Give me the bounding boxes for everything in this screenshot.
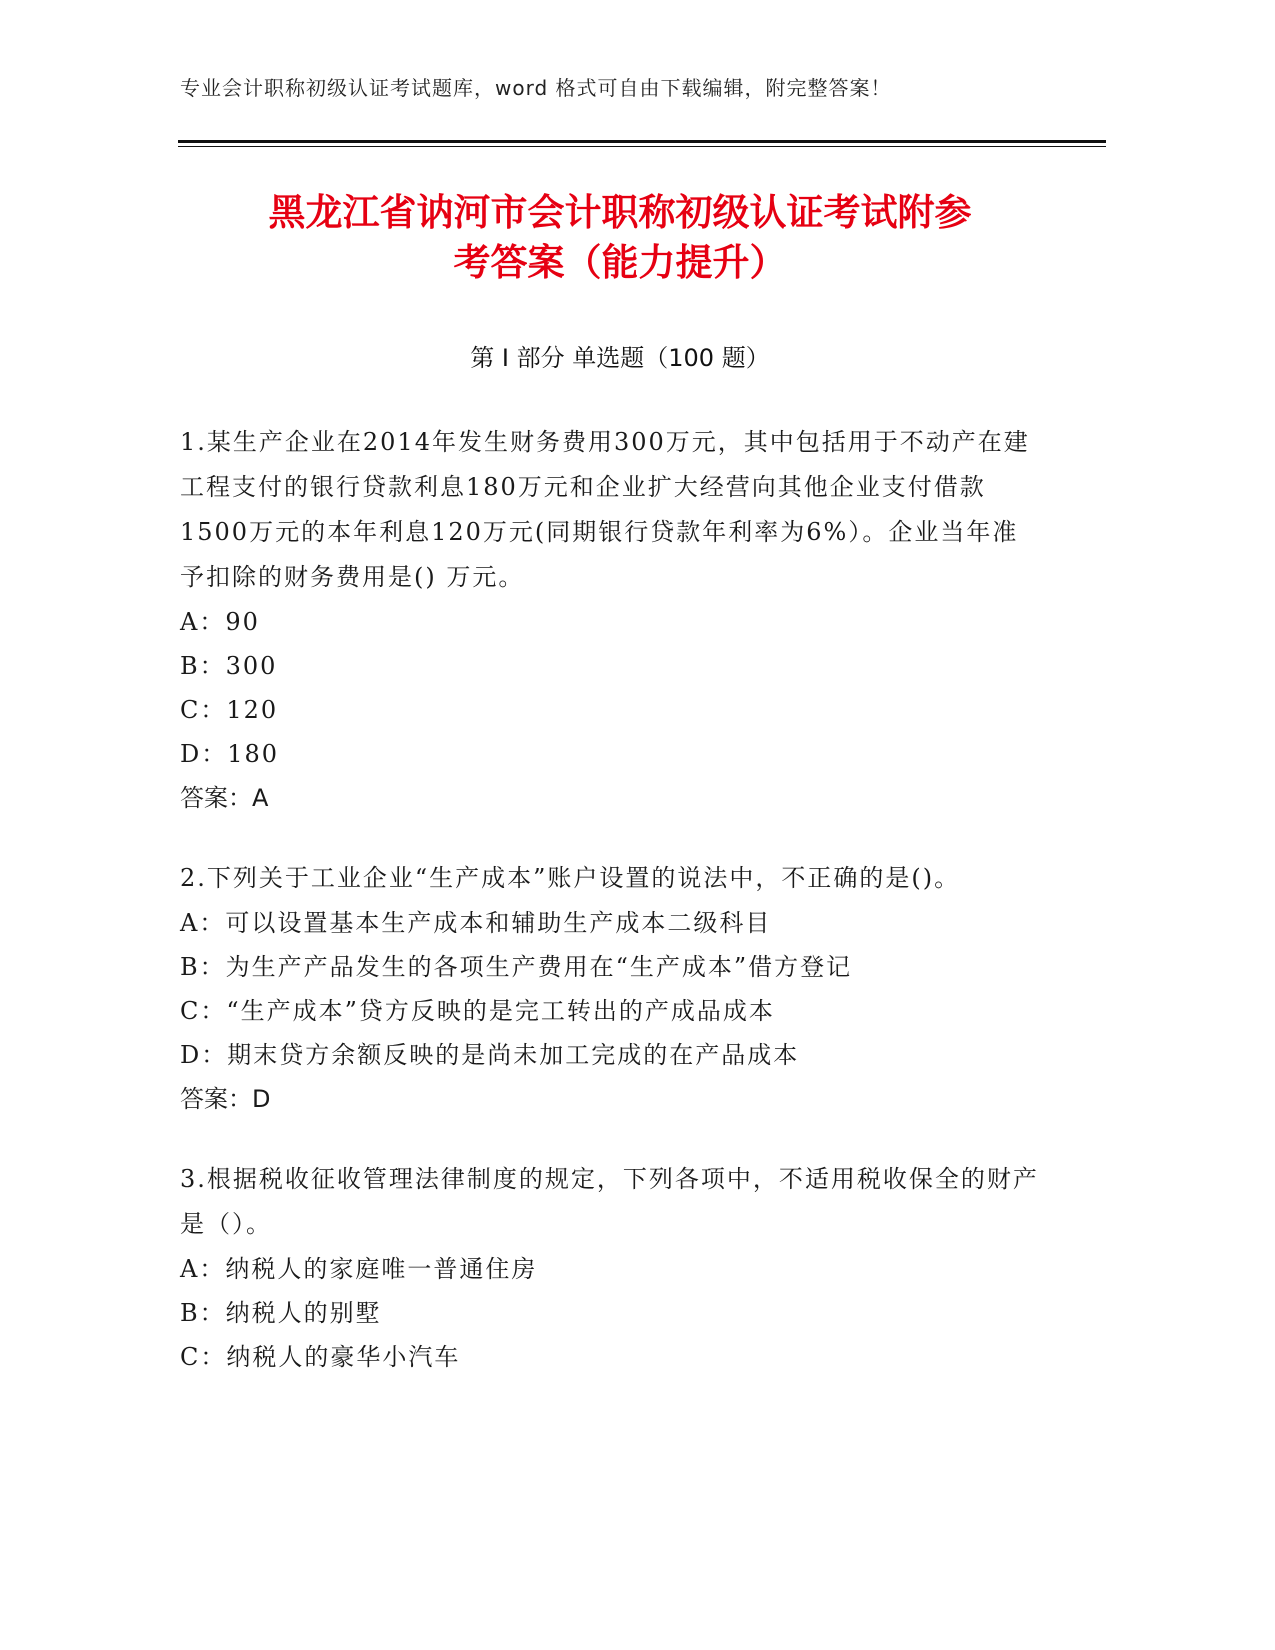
option-d: D：180 <box>180 740 280 768</box>
option-c: C：纳税人的豪华小汽车 <box>180 1343 461 1371</box>
section-title: 第 I 部分 单选题（100 题） <box>470 344 770 372</box>
question-1 <box>180 420 1040 820</box>
option-a: A：纳税人的家庭唯一普通住房 <box>180 1255 538 1283</box>
question-stem: 3.根据税收征收管理法律制度的规定，下列各项中，不适用税收保全的财产是（）。 <box>180 1165 1039 1238</box>
answer: 答案：A <box>180 784 269 812</box>
question-2 <box>180 856 1040 1121</box>
option-d: D：期末贷方余额反映的是尚未加工完成的在产品成本 <box>180 1041 800 1069</box>
question-3 <box>180 1157 1040 1379</box>
document-title-line-2: 考答案（能力提升） <box>453 241 787 284</box>
document-title-line-1: 黑龙江省讷河市会计职称初级认证考试附参 <box>268 191 972 234</box>
option-b: B：300 <box>180 652 278 680</box>
question-list <box>180 420 1040 1415</box>
option-c: C：120 <box>180 696 279 724</box>
answer: 答案：D <box>180 1085 271 1113</box>
document-title <box>180 188 1060 288</box>
option-a: A：可以设置基本生产成本和辅助生产成本二级科目 <box>180 909 772 937</box>
option-c: C：“生产成本”贷方反映的是完工转出的产成品成本 <box>180 997 775 1025</box>
option-b: B：纳税人的别墅 <box>180 1299 382 1327</box>
header-divider <box>178 140 1106 147</box>
option-b: B：为生产产品发生的各项生产费用在“生产成本”借方登记 <box>180 953 853 981</box>
question-stem: 1.某生产企业在2014年发生财务费用300万元，其中包括用于不动产在建工程支付的银行贷款利息180万元和企业扩大经营向其他企业支付借款1500万元的本年利息120万元(同期银行贷款年利率为6%）。企业当年准予扣除的财务费用是() 万元。 <box>180 428 1030 591</box>
question-stem: 2.下列关于工业企业“生产成本”账户设置的说法中，不正确的是()。 <box>180 864 961 892</box>
option-a: A：90 <box>180 608 260 636</box>
page-header: 专业会计职称初级认证考试题库，word 格式可自由下载编辑，附完整答案！ <box>180 76 892 100</box>
